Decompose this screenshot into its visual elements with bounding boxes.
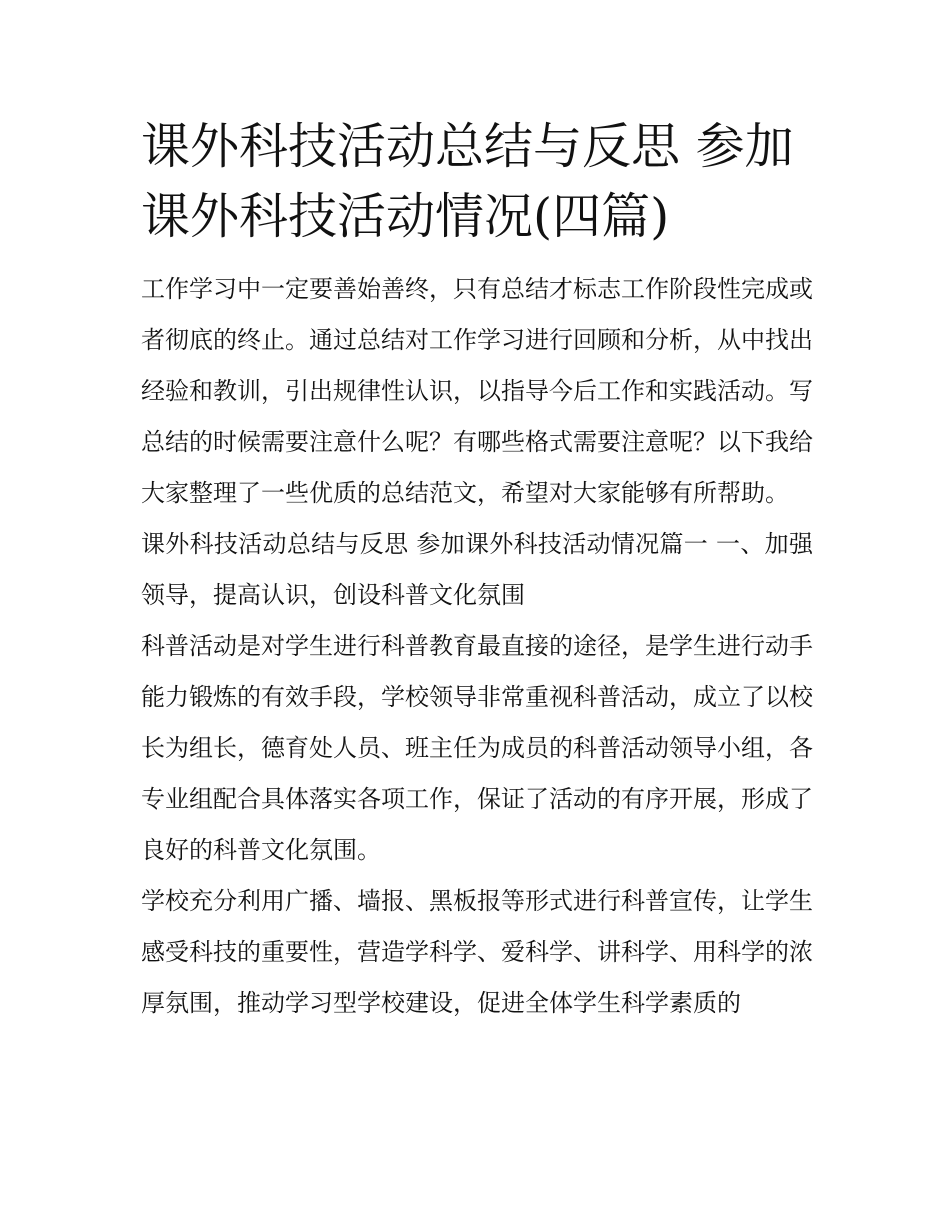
paragraph-section-heading: 课外科技活动总结与反思 参加课外科技活动情况篇一 一、加强领导，提高认识，创设科普文化氛围 (141, 530, 813, 609)
paragraph-leadership: 科普活动是对学生进行科普教育最直接的途径，是学生进行动手能力锻炼的有效手段，学校领导非常重视科普活动，成立了以校长为组长，德育处人员、班主任为成员的科普活动领导小组，各专业组配合具体落实各项工作，保证了活动的有序开展，形成了良好的科普文化氛围。 (141, 632, 813, 864)
document-title: 课外科技活动总结与反思 参加课外科技活动情况(四篇) (141, 118, 794, 245)
document-body (141, 112, 813, 1029)
paragraph-publicity: 学校充分利用广播、墙报、黑板报等形式进行科普宣传，让学生感受科技的重要性，营造学科学、爱科学、讲科学、用科学的浓厚氛围，推动学习型学校建设，促进全体学生科学素质的 (141, 887, 813, 1017)
paragraph-intro: 工作学习中一定要善始善终，只有总结才标志工作阶段性完成或者彻底的终止。通过总结对工作学习进行回顾和分析，从中找出经验和教训，引出规律性认识，以指导今后工作和实践活动。写总结的时候需要注意什么呢？有哪些格式需要注意呢？以下我给大家整理了一些优质的总结范文，希望对大家能够有所帮助。 (141, 275, 813, 507)
